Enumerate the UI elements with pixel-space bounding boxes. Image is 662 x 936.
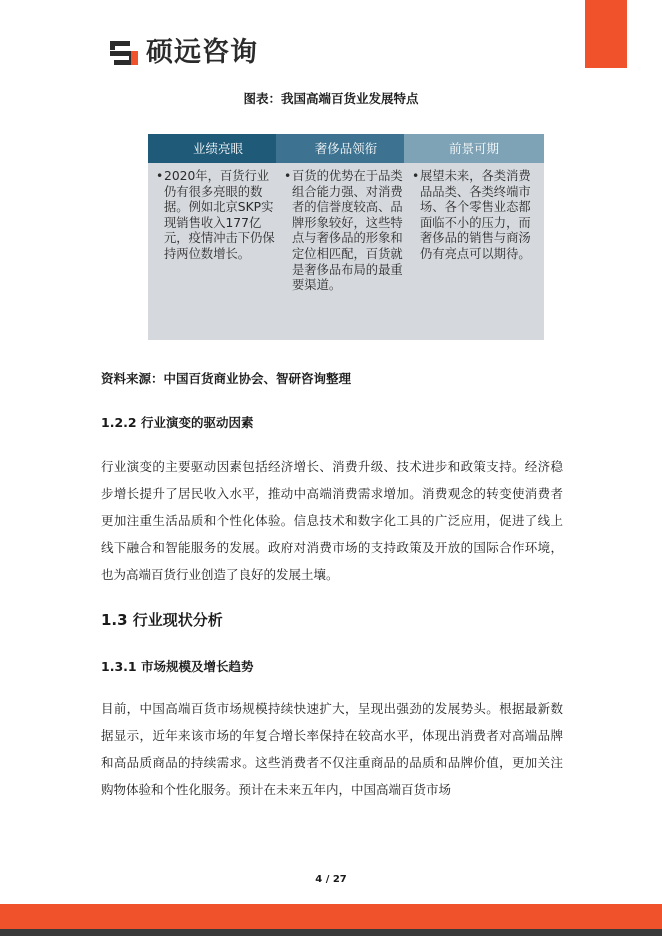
bullet: • <box>284 169 292 183</box>
bullet: • <box>412 169 420 183</box>
source-note: 资料来源：中国百货商业协会、智研咨询整理 <box>101 371 352 386</box>
bullet: • <box>156 169 164 183</box>
card-header: 业绩亮眼 <box>148 134 288 163</box>
card-text: 展望未来，各类消费品品类、各类终端市场、各个零售业态都面临不小的压力，而奢侈品的销售与商汤仍有亮点可以期待。 <box>420 169 531 261</box>
section-heading-1-3: 1.3 行业现状分析 <box>101 611 223 629</box>
card-header: 前景可期 <box>404 134 544 163</box>
feature-card-outlook <box>404 134 544 340</box>
footer-dark-strip <box>0 929 662 936</box>
section-heading-1-2-2: 1.2.2 行业演变的驱动因素 <box>101 415 254 430</box>
card-header: 奢侈品领衔 <box>276 134 416 163</box>
corner-accent-bar <box>585 0 627 68</box>
section-paragraph: 行业演变的主要驱动因素包括经济增长、消费升级、技术进步和政策支持。经济稳步增长提升了居民收入水平，推动中高端消费需求增加。消费观念的转变使消费者更加注重生活品质和个性化体验。信息技术和数字化工具的广泛应用，促进了线上线下融合和智能服务的发展。政府对消费市场的支持政策及开放的国际合作环境，也为高端百货行业创造了良好的发展土壤。 <box>101 459 563 582</box>
brand-name: 硕远咨询 <box>146 37 258 68</box>
card-text: 百货的优势在于品类组合能力强、对消费者的信誉度较高、品牌形象较好，这些特点与奢侈品的形象和定位相匹配，百货就是奢侈品布局的最重要渠道。 <box>292 169 403 293</box>
page-number: 4 / 27 <box>315 874 347 885</box>
stacked-s-logo-icon <box>108 39 140 67</box>
feature-card-luxury <box>276 134 416 340</box>
feature-card-performance <box>148 134 288 340</box>
section-paragraph: 目前，中国高端百货市场规模持续快速扩大，呈现出强劲的发展势头。根据最新数据显示，近年来该市场的年复合增长率保持在较高水平，体现出消费者对高端品牌和高品质商品的持续需求。这些消费者不仅注重商品的品质和品牌价值，更加关注购物体验和个性化服务。预计在未来五年内，中国高端百货市场 <box>101 701 563 797</box>
footer-accent-bar <box>0 904 662 929</box>
brand-logo <box>108 36 258 70</box>
card-text: 2020年，百货行业仍有很多亮眼的数据。例如北京SKP实现销售收入177亿元，疫情冲击下仍保持两位数增长。 <box>164 169 275 261</box>
section-heading-1-3-1: 1.3.1 市场规模及增长趋势 <box>101 659 254 674</box>
figure-title: 图表：我国高端百货业发展特点 <box>243 91 419 106</box>
